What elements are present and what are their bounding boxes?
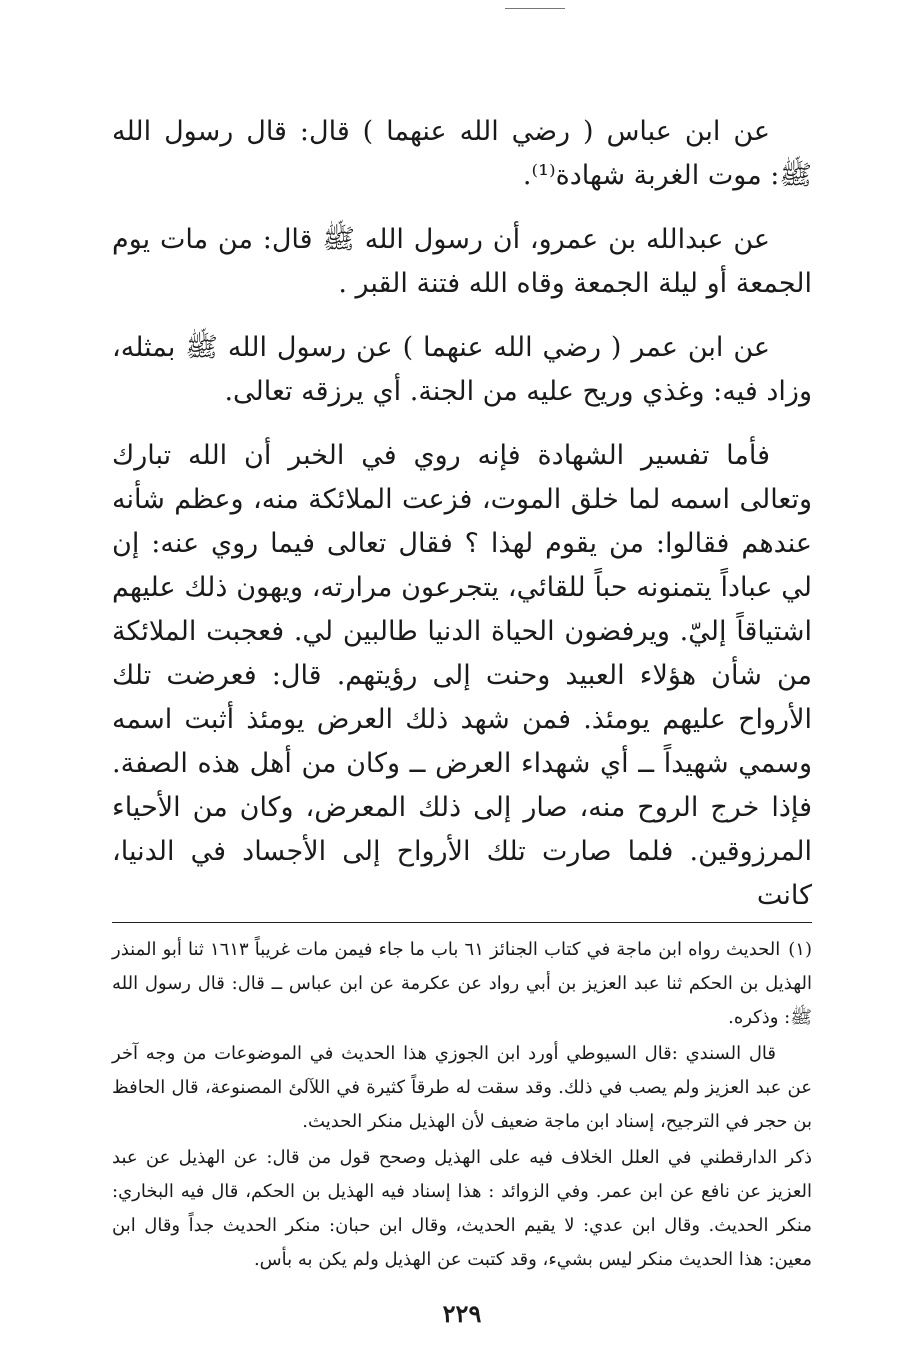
footnote-text: الحديث رواه ابن ماجة في كتاب الجنائز ٦١ باب ما جاء فيمن مات غريباً ١٦١٣ ثنا أبو المنذر الهذيل بن الحكم ثنا عبد العزيز بن أبي رواد عن عكرمة عن ابن عباس ــ قال: قال رسول الله ﷺ: وذكره. [112, 939, 812, 1028]
page-body [112, 110, 812, 1328]
explanation-paragraph: فأما تفسير الشهادة فإنه روي في الخبر أن الله تبارك وتعالى اسمه لما خلق الموت، فزعت الملائكة منه، وعظم شأنه عندهم فقالوا: من يقوم لهذا ؟ فقال تعالى فيما روي عنه: إن لي عباداً يتمنونه حباً للقائي، يتجرعون مرارته، ويهون ذلك عليهم اشتياقاً إليّ. ويرفضون الحياة الدنيا طالبين لي. فعجبت الملائكة من شأن هؤلاء العبيد وحنت إلى رؤيتهم. قال: فعرضت تلك الأرواح عليهم يومئذ. فمن شهد ذلك العرض يومئذ أثبت اسمه وسمي شهيداً ــ أي شهداء العرض ــ وكان من أهل هذه الصفة. فإذا خرج الروح منه، صار إلى ذلك المعرض، وكان من الأحياء المرزوقين. فلما صارت تلك الأرواح إلى الأجساد في الدنيا، كانت [112, 440, 812, 911]
hadith-paragraph-2: عن عبدالله بن عمرو، أن رسول الله ﷺ قال: من مات يوم الجمعة أو ليلة الجمعة وقاه الله فتنة القبر . [112, 224, 812, 299]
footnote-number: (١) [788, 939, 812, 960]
top-edge-mark [505, 8, 565, 9]
hadith-paragraph-3: عن ابن عمر ( رضي الله عنهما ) عن رسول الله ﷺ بمثله، وزاد فيه: وغذي وريح عليه من الجنة. أي يرزقه تعالى. [112, 332, 812, 407]
footnotes-section [112, 933, 812, 1277]
hadith-paragraph-1: عن ابن عباس ( رضي الله عنهما ) قال: قال رسول الله ﷺ: موت الغربة شهادة⁽¹⁾. [112, 116, 812, 191]
footnote-continuation-2: ذكر الدارقطني في العلل الخلاف فيه على الهذيل وصحح قول من قال: عن الهذيل عن عبد العزيز عن نافع عن ابن عمر. وفي الزوائد : هذا إسناد فيه الهذيل بن الحكم، قال فيه البخاري: منكر الحديث. وقال ابن عدي: لا يقيم الحديث، وقال ابن حبان: منكر الحديث جداً وقال ابن معين: هذا الحديث منكر ليس بشيء، وقد كتبت عن الهذيل ولم يكن به بأس. [112, 1147, 812, 1270]
footnote-continuation-1: قال السندي :قال السيوطي أورد ابن الجوزي هذا الحديث في الموضوعات من وجه آخر عن عبد العزيز ولم يصب في ذلك. وقد سقت له طرقاً كثيرة في اللآلئ المصنوعة، قال الحافظ بن حجر في الترجيح، إسناد ابن ماجة ضعيف لأن الهذيل منكر الحديث. [112, 1043, 812, 1132]
page-number: ٢٢٩ [442, 1299, 482, 1328]
footnote-divider [112, 922, 812, 923]
footnote-1 [112, 933, 812, 1035]
